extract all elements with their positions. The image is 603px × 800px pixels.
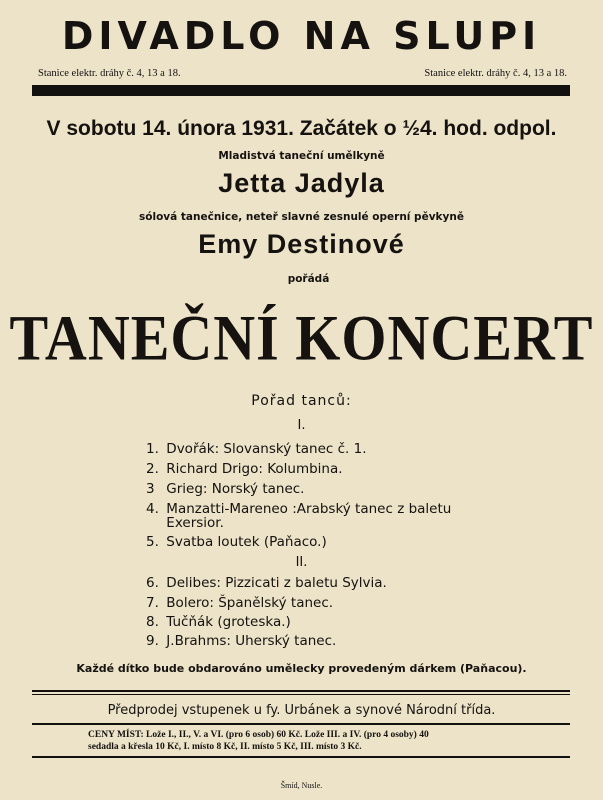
program-item-text: Manzatti-Mareneo :Arabský tanec z baletu: [166, 501, 452, 517]
program-item-number: 8.: [146, 614, 159, 630]
program-item-number: 5.: [146, 534, 159, 550]
program-item-number: 6.: [146, 575, 159, 591]
tram-stop-note-left: Stanice elektr. dráhy č. 4, 13 a 18.: [38, 68, 181, 79]
seat-prices-line-1: CENY MÍST: Lože I., II., V. a VI. (pro 6 osob) 60 Kč. Lože III. a IV. (pro 4 osoby) 40: [88, 730, 429, 740]
program-item: [146, 461, 343, 477]
program-heading: Pořad tanců:: [251, 393, 352, 409]
theatre-name-title: DIVADLO NA SLUPI: [61, 14, 542, 58]
program-item-text: Bolero: Španělský tanec.: [166, 595, 334, 611]
program-item-text: Grieg: Norský tanec.: [166, 481, 305, 497]
footer-divider-top: [32, 690, 570, 692]
program-item-text: Delibes: Pizzicati z baletu Sylvia.: [166, 575, 387, 591]
program-item-text: Dvořák: Slovanský tanec č. 1.: [166, 441, 367, 457]
footer-divider-middle: [32, 723, 570, 725]
program-item-number: 7.: [146, 595, 159, 611]
performer-relation: sólová tanečnice, neteř slavné zesnulé operní pěvkyně: [139, 211, 464, 223]
footer-divider-bottom: [32, 756, 570, 758]
concert-title: TANEČNÍ KONCERT: [9, 301, 594, 374]
program-item: [146, 575, 387, 591]
program-item-continuation: [146, 515, 224, 531]
gift-notice: Každé dítko bude obdarováno umělecky provedeným dárkem (Paňacou).: [76, 662, 527, 675]
program-item-number: 4.: [146, 501, 159, 517]
seat-prices: [88, 729, 528, 753]
program-item-number: 3: [146, 481, 155, 497]
program-item-text: Svatba loutek (Paňaco.): [166, 534, 327, 550]
performer-name: Jetta Jadyla: [218, 168, 385, 198]
printer-credit: Šmíd, Nusle.: [280, 781, 323, 790]
program-item-text: J.Brahms: Uherský tanec.: [166, 633, 337, 649]
performer-intro: Mladistvá taneční umělkyně: [218, 150, 385, 162]
footer-divider-top-thin: [32, 694, 570, 695]
program-item-text: Richard Drigo: Kolumbina.: [166, 461, 343, 477]
program-item-number: 9.: [146, 633, 159, 649]
organizes-verb: pořádá: [287, 273, 330, 285]
tram-stop-note-right: Stanice elektr. dráhy č. 4, 13 a 18.: [424, 68, 567, 79]
program-part-1-label: I.: [297, 418, 306, 433]
program-part-2-label: II.: [295, 555, 308, 570]
program-item: [146, 633, 336, 649]
event-dateline: V sobotu 14. února 1931. Začátek o ½4. hod. odpol.: [46, 117, 557, 140]
program-item-number: 2.: [146, 461, 159, 477]
program-item-text: Exersior.: [166, 515, 224, 531]
program-item-text: Tučňák (groteska.): [166, 614, 291, 630]
program-item: [146, 534, 327, 550]
program-item: [146, 595, 333, 611]
header-divider-bar: [32, 85, 570, 96]
program-item: [146, 481, 304, 497]
seat-prices-line-2: sedadla a křesla 10 Kč, I. místo 8 Kč, II. místo 5 Kč, III. místo 3 Kč.: [88, 742, 362, 752]
program-item: [146, 441, 367, 457]
program-item: [146, 614, 291, 630]
relative-name: Emy Destinové: [198, 229, 405, 259]
program-item-number: 1.: [146, 441, 159, 457]
presale-notice: Předprodej vstupenek u fy. Urbánek a synové Národní třída.: [107, 703, 496, 718]
